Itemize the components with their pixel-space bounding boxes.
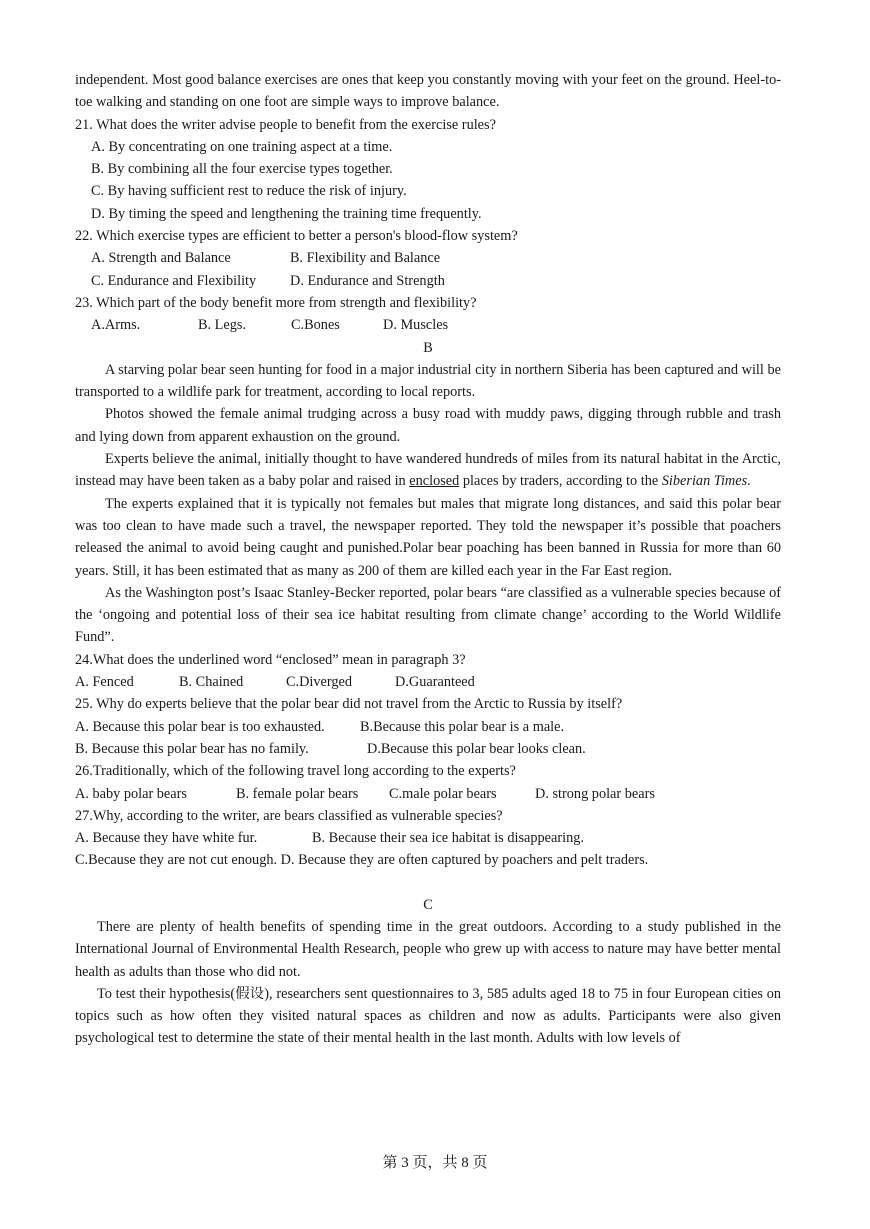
question-23-option-b: B. Legs. [198,317,247,334]
section-spacer [75,872,781,894]
question-25-option-b: B.Because this polar bear is a male. [360,718,565,735]
section-a-tail-paragraph: independent. Most good balance exercises are ones that keep you constantly moving with your feet on the ground. Heel-to-toe walking and standing on one foot are simple ways to improve balance. [75,72,781,111]
question-27-options-row-2 [75,849,781,871]
question-22-option-b: B. Flexibility and Balance [290,250,441,267]
question-21-option-c: C. By having sufficient rest to reduce the risk of injury. [91,183,407,200]
page-content [75,69,781,1050]
question-21-option-d: D. By timing the speed and lengthening the training time frequently. [91,205,482,222]
section-b-heading: B [423,339,433,356]
section-b-paragraph-2: Photos showed the female animal trudging across a busy road with muddy paws, digging through rubble and trash and lying down from apparent exhaustion on the ground. [75,406,781,445]
question-24-options [75,671,781,693]
question-22-options-row-1 [75,247,781,269]
question-25-stem: 25. Why do experts believe that the polar bear did not travel from the Arctic to Russia by itself? [75,696,623,713]
question-24-option-b: B. Chained [179,674,244,691]
underlined-word-enclosed: enclosed [409,473,460,490]
question-21-stem: 21. What does the writer advise people to benefit from the exercise rules? [75,116,496,133]
question-24-option-d: D.Guaranteed [395,674,475,691]
section-c-paragraph-2: To test their hypothesis(假设), researchers sent questionnaires to 3, 585 adults aged 18 to 75 in four European cities on topics such as how often they visited natural spaces as children and now as adults. Participants were also given psychological test to determine the state of their mental health in the last month. Adults with low levels of [75,985,781,1047]
question-24-option-a: A. Fenced [75,674,134,691]
page-number-footer: 第 3 页，共 8 页 [382,1155,488,1171]
question-23-option-a: A.Arms. [91,317,141,334]
question-25-option-d: D.Because this polar bear looks clean. [367,740,586,757]
question-22-option-d: D. Endurance and Strength [290,272,445,289]
section-b-paragraph-5: As the Washington post’s Isaac Stanley-Becker reported, polar bears “are classified as a vulnerable species because of the ‘ongoing and potential loss of their sea ice habitat resulting from climate change’ according to the World Wildlife Fund”. [75,584,781,646]
question-23-options [75,314,781,336]
question-27-stem: 27.Why, according to the writer, are bears classified as vulnerable species? [75,807,503,824]
section-b-paragraph-3 [75,448,781,493]
question-26-stem: 26.Traditionally, which of the following travel long according to the experts? [75,763,516,780]
paragraph-3-text-end: . [747,473,751,490]
question-25-options-row-1 [75,716,781,738]
question-27-options-row-1 [75,827,781,849]
question-26-option-c: C.male polar bears [389,785,497,802]
question-25-option-a: A. Because this polar bear is too exhausted. [75,718,325,735]
question-22-options-row-2 [75,270,781,292]
section-b-paragraph-1: A starving polar bear seen hunting for food in a major industrial city in northern Siberia has been captured and will be transported to a wildlife park for treatment, according to local reports. [75,361,781,401]
question-26-option-d: D. strong polar bears [535,785,655,802]
siberian-times-title: Siberian Times [661,473,748,490]
question-24-option-c: C.Diverged [286,674,353,691]
section-c-heading: C [423,896,433,913]
section-c-paragraph-1: There are plenty of health benefits of spending time in the great outdoors. According to a study published in the International Journal of Environmental Health Research, people who grew up with access to nature may have better mental health as adults than those who did not. [75,918,781,980]
question-26-options [75,783,781,805]
question-25-option-c: B. Because this polar bear has no family. [75,740,309,757]
question-24-stem: 24.What does the underlined word “enclosed” mean in paragraph 3? [75,651,466,668]
question-22-option-c: C. Endurance and Flexibility [91,272,257,289]
question-27-option-c: C.Because they are not cut enough. [75,852,278,869]
paragraph-3-text-mid: places by traders, according to the [459,473,662,490]
question-27-option-a: A. Because they have white fur. [75,830,258,847]
question-27-option-b: B. Because their sea ice habitat is disappearing. [312,830,584,847]
question-23-option-c: C.Bones [291,317,340,334]
paragraph-3-text-before: Experts believe the animal, initially thought to have wandered hundreds of miles from its natural habitat in the Arctic, instead may have been taken as a baby polar and raised in [75,451,781,490]
question-26-option-b: B. female polar bears [236,785,359,802]
question-23-stem: 23. Which part of the body benefit more from strength and flexibility? [75,294,477,311]
question-23-option-d: D. Muscles [383,317,449,334]
section-b-paragraph-4: The experts explained that it is typically not females but males that migrate long distances, and said this polar bear was too clean to have made such a travel, the newspaper reported. They told the newspaper it’s possible that poachers released the animal to avoid being caught and punished.Polar bear poaching has been banned in Russia for more than 60 years. Still, it has been estimated that as many as 200 of them are killed each year in the Far East region. [75,495,781,579]
question-26-option-a: A. baby polar bears [75,785,187,802]
question-21-option-a: A. By concentrating on one training aspect at a time. [91,138,393,155]
question-21-option-b: B. By combining all the four exercise types together. [91,161,393,178]
question-22-stem: 22. Which exercise types are efficient to better a person's blood-flow system? [75,228,518,245]
question-22-option-a: A. Strength and Balance [91,250,231,267]
question-27-option-d: D. Because they are often captured by poachers and pelt traders. [280,852,649,869]
question-25-options-row-2 [75,738,781,760]
